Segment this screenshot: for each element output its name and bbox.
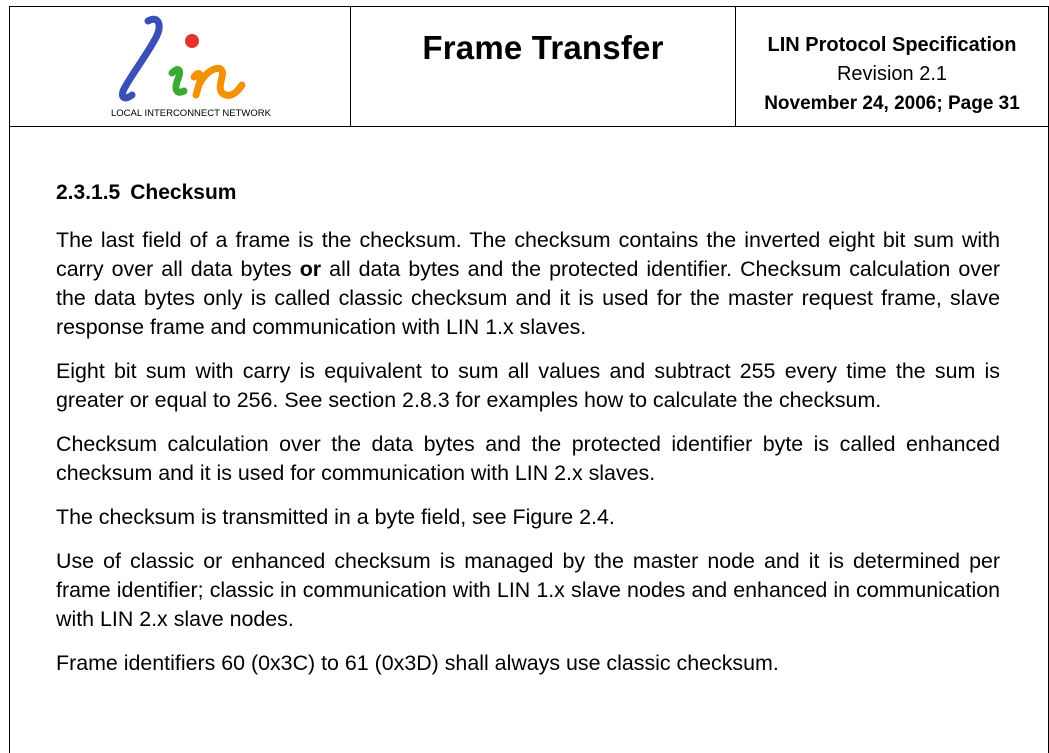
logo-i-dot — [185, 34, 199, 48]
logo-cell — [10, 7, 351, 126]
logo-l-stroke — [122, 19, 159, 98]
spec-name: LIN Protocol Specification — [767, 34, 1017, 56]
spec-revision: Revision 2.1 — [836, 63, 948, 85]
document-title: Frame Transfer — [422, 29, 664, 66]
paragraph-6: Frame identifiers 60 (0x3C) to 61 (0x3D) shall always use classic checksum. — [56, 651, 779, 675]
paragraph-4: The checksum is transmitted in a byte field, see Figure 2.4. — [56, 505, 615, 529]
section-number: 2.3.1.5 — [56, 181, 121, 204]
logo-n-stroke — [194, 68, 242, 95]
lin-logo-icon — [110, 15, 270, 107]
paragraph-1 — [56, 226, 1000, 342]
page-header — [10, 7, 1048, 127]
section-title: Checksum — [130, 181, 237, 204]
spec-cell — [736, 7, 1048, 126]
paragraph-1-part-b: all data bytes and the protected identifier. Checksum calculation over the data bytes only is called classic checksum and it is used for the master request frame, slave response frame and communication with LIN 1.x slaves. — [56, 257, 1000, 339]
section-heading — [56, 179, 1000, 207]
logo-i-stem — [172, 70, 184, 93]
logo-caption: LOCAL INTERCONNECT NETWORK — [111, 108, 271, 119]
document-page — [9, 6, 1049, 753]
paragraph-3: Checksum calculation over the data bytes and the protected identifier byte is called enhanced checksum and it is used for communication with LIN 2.x slaves. — [56, 432, 1000, 485]
paragraph-1-part-a: The last field of a frame is the checksum. The checksum contains the inverted eight bit sum with carry over all data bytes — [56, 228, 1000, 281]
paragraph-2: Eight bit sum with carry is equivalent to sum all values and subtract 255 every time the sum is greater or equal to 256. See section 2.8.3 for examples how to calculate the checksum. — [56, 359, 1000, 412]
spec-date-page: November 24, 2006; Page 31 — [764, 93, 1020, 114]
title-cell — [351, 7, 736, 126]
page-content — [56, 179, 1000, 693]
paragraph-5: Use of classic or enhanced checksum is managed by the master node and it is determined per frame identifier; classic in communication with LIN 1.x slave nodes and enhanced in communication with LIN 2.x slave nodes. — [56, 549, 1000, 631]
paragraph-1-bold: or — [299, 257, 322, 281]
